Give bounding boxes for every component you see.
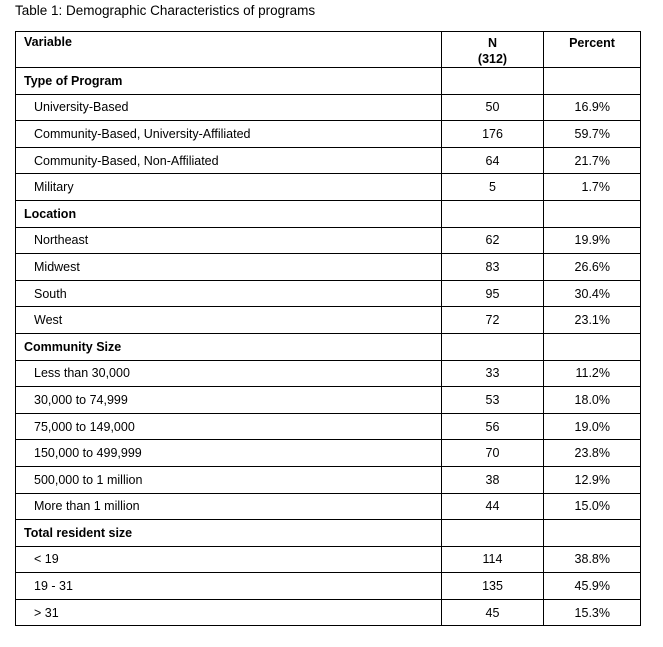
row-label: Northeast (16, 227, 442, 254)
row-n: 45 (442, 599, 544, 626)
table-row (16, 307, 641, 334)
row-percent: 15.3% (544, 599, 641, 626)
row-label: Community-Based, Non-Affiliated (16, 147, 442, 174)
row-n: 114 (442, 546, 544, 573)
row-label: 30,000 to 74,999 (16, 387, 442, 414)
row-label: 75,000 to 149,000 (16, 413, 442, 440)
table-row (16, 573, 641, 600)
row-percent: 1.7% (544, 174, 641, 201)
row-percent: 59.7% (544, 121, 641, 148)
table-row (16, 493, 641, 520)
row-percent: 15.0% (544, 493, 641, 520)
table-row (16, 440, 641, 467)
table-row (16, 94, 641, 121)
row-label: Community-Based, University-Affiliated (16, 121, 442, 148)
section-row (16, 333, 641, 360)
row-n: 56 (442, 413, 544, 440)
row-n: 53 (442, 387, 544, 414)
row-label: Less than 30,000 (16, 360, 442, 387)
section-title: Location (16, 200, 442, 227)
section-n-empty (442, 200, 544, 227)
section-percent-empty (544, 520, 641, 547)
table-body (16, 68, 641, 626)
demographics-table (15, 31, 641, 626)
section-n-empty (442, 520, 544, 547)
section-title: Type of Program (16, 68, 442, 95)
row-n: 33 (442, 360, 544, 387)
table-row (16, 360, 641, 387)
table-row (16, 227, 641, 254)
header-n-total: (312) (477, 52, 508, 66)
table-row (16, 147, 641, 174)
row-n: 83 (442, 254, 544, 281)
row-n: 70 (442, 440, 544, 467)
section-percent-empty (544, 200, 641, 227)
section-n-empty (442, 333, 544, 360)
row-label: 19 - 31 (16, 573, 442, 600)
section-title: Total resident size (16, 520, 442, 547)
row-label: More than 1 million (16, 493, 442, 520)
row-percent: 16.9% (544, 94, 641, 121)
row-percent: 19.0% (544, 413, 641, 440)
header-percent: Percent (544, 32, 641, 68)
table-row (16, 174, 641, 201)
table-row (16, 466, 641, 493)
table-row (16, 599, 641, 626)
header-n-label: N (487, 36, 498, 50)
row-percent: 38.8% (544, 546, 641, 573)
section-title: Community Size (16, 333, 442, 360)
row-n: 64 (442, 147, 544, 174)
row-label: South (16, 280, 442, 307)
row-percent: 12.9% (544, 466, 641, 493)
row-label: 150,000 to 499,999 (16, 440, 442, 467)
row-percent: 45.9% (544, 573, 641, 600)
row-label: < 19 (16, 546, 442, 573)
row-percent: 19.9% (544, 227, 641, 254)
row-label: West (16, 307, 442, 334)
row-percent: 11.2% (544, 360, 641, 387)
row-percent: 30.4% (544, 280, 641, 307)
row-percent: 21.7% (544, 147, 641, 174)
section-row (16, 200, 641, 227)
row-percent: 23.8% (544, 440, 641, 467)
row-percent: 23.1% (544, 307, 641, 334)
row-n: 176 (442, 121, 544, 148)
row-n: 44 (442, 493, 544, 520)
section-percent-empty (544, 68, 641, 95)
table-row (16, 280, 641, 307)
row-n: 5 (442, 174, 544, 201)
table-header-row (16, 32, 641, 68)
row-percent: 18.0% (544, 387, 641, 414)
table-row (16, 387, 641, 414)
row-n: 50 (442, 94, 544, 121)
section-percent-empty (544, 333, 641, 360)
row-label: Midwest (16, 254, 442, 281)
row-label: Military (16, 174, 442, 201)
table-row (16, 254, 641, 281)
header-n (442, 32, 544, 68)
row-n: 62 (442, 227, 544, 254)
section-n-empty (442, 68, 544, 95)
section-row (16, 520, 641, 547)
row-percent: 26.6% (544, 254, 641, 281)
row-label: > 31 (16, 599, 442, 626)
row-label: 500,000 to 1 million (16, 466, 442, 493)
row-n: 38 (442, 466, 544, 493)
table-row (16, 121, 641, 148)
row-n: 95 (442, 280, 544, 307)
table-row (16, 546, 641, 573)
table-caption: Table 1: Demographic Characteristics of programs (15, 3, 316, 18)
table-row (16, 413, 641, 440)
section-row (16, 68, 641, 95)
row-label: University-Based (16, 94, 442, 121)
row-n: 135 (442, 573, 544, 600)
row-n: 72 (442, 307, 544, 334)
header-variable: Variable (16, 32, 442, 68)
